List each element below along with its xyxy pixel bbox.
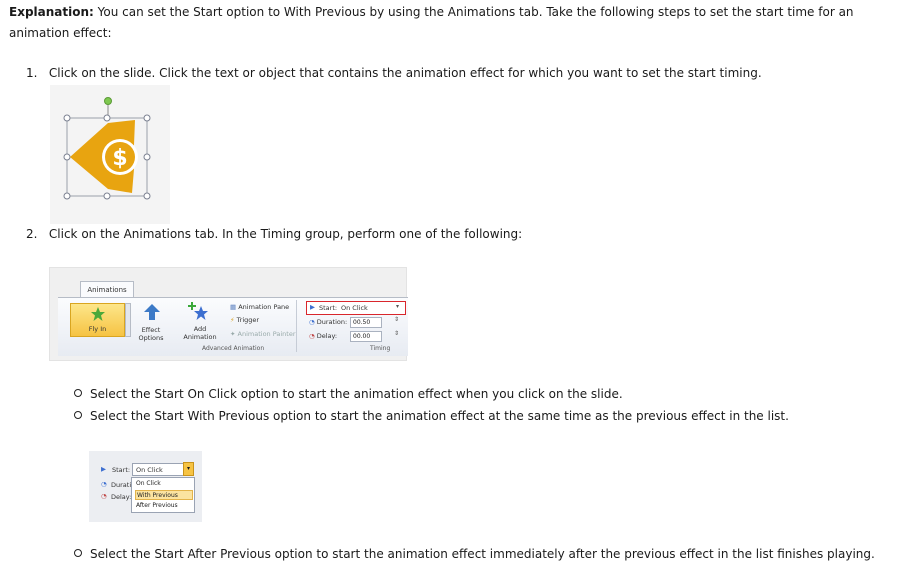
start-dropdown-image (89, 451, 202, 522)
svg-text:$: $ (112, 146, 128, 171)
delay-input[interactable]: 00.00 (350, 331, 382, 342)
timing-group-label: Timing (370, 345, 391, 352)
ribbon-body (58, 297, 408, 356)
arrow-up-icon (143, 303, 161, 321)
trigger-label: Trigger (236, 316, 260, 324)
delay-row (309, 332, 337, 340)
explanation-label: Explanation: (9, 5, 94, 19)
start-dropdown[interactable] (306, 301, 406, 315)
start-label: Start: (112, 466, 131, 474)
bullet-item (74, 409, 789, 423)
duration-label: Duration: (316, 318, 348, 326)
step-2-number: 2. (26, 227, 38, 241)
add-star-icon (188, 301, 210, 323)
delay-clock-icon: ◔ (101, 492, 107, 500)
gallery-scroll[interactable] (125, 303, 131, 337)
step-1-text: Click on the slide. Click the text or object that contains the animation effect for which you want to set the start timing. (48, 66, 762, 80)
explanation-text: You can set the Start option to With Previous by using the Animations tab. Take the following steps to set the start time for an animation effect: (9, 5, 854, 40)
bullet-item (74, 387, 623, 401)
delay-label: Delay: (316, 332, 338, 340)
animation-pane-icon: ▦ (230, 303, 237, 311)
start-label: Start: (319, 304, 338, 312)
animation-painter-label: Animation Painter (237, 330, 296, 338)
duration-row (309, 318, 347, 326)
option-on-click[interactable]: On Click (136, 480, 161, 487)
advanced-animation-group-label: Advanced Animation (202, 345, 265, 352)
effect-options-line1: Effect (141, 326, 161, 334)
bullet-marker (74, 411, 82, 419)
start-value: On Click (136, 466, 163, 474)
effect-options-button[interactable] (134, 326, 168, 342)
step-1-number: 1. (26, 66, 38, 80)
bullet-text: Select the Start On Click option to start the animation effect when you click on the slide. (90, 387, 623, 401)
tab-animations[interactable]: Animations (80, 281, 134, 297)
bullet-marker (74, 389, 82, 397)
fly-in-label: Fly In (88, 325, 107, 333)
clock-icon: ◔ (101, 480, 107, 488)
explanation-paragraph (9, 2, 909, 44)
bullet-text: Select the Start After Previous option to start the animation effect immediately after the previous effect in the list finishes playing. (90, 547, 875, 561)
animations-ribbon-image (49, 267, 407, 361)
start-value: On Click (341, 304, 368, 312)
bullet-text: Select the Start With Previous option to start the animation effect at the same time as the previous effect in the list. (90, 409, 789, 423)
delay-spinner[interactable]: ⇕ (394, 330, 400, 337)
step-2-text: Click on the Animations tab. In the Timing group, perform one of the following: (48, 227, 523, 241)
animation-painter-button[interactable] (230, 330, 296, 338)
animation-pane-button[interactable] (230, 303, 289, 311)
group-divider (296, 300, 297, 352)
star-icon (90, 306, 106, 322)
step-2 (26, 227, 522, 241)
delay-label: Delay: (111, 493, 132, 501)
bullet-item (74, 547, 875, 561)
duration-spinner[interactable]: ⇕ (394, 316, 400, 323)
clock-icon: ◔ (309, 318, 315, 326)
duration-input[interactable]: 00.50 (350, 317, 382, 328)
effect-options-line2: Options (138, 334, 164, 342)
add-animation-button[interactable] (180, 325, 220, 341)
bullet-marker (74, 549, 82, 557)
fly-in-button[interactable] (70, 303, 125, 337)
chevron-down-icon: ▾ (396, 303, 400, 310)
delay-clock-icon: ◔ (309, 332, 315, 340)
trigger-button[interactable] (230, 316, 259, 324)
trigger-icon: ⚡ (230, 316, 235, 324)
option-after-previous[interactable]: After Previous (136, 502, 178, 509)
add-animation-line2: Animation (183, 333, 217, 341)
play-triangle-icon: ▶ (101, 465, 106, 473)
chevron-down-icon[interactable]: ▾ (183, 462, 194, 476)
duration-label: Durati (111, 481, 132, 489)
play-triangle-icon: ▶ (310, 303, 315, 311)
slide-object-image (50, 85, 170, 224)
animation-pane-label: Animation Pane (238, 303, 290, 311)
step-1 (26, 66, 762, 80)
painter-icon: ✦ (230, 330, 236, 338)
add-animation-line1: Add (193, 325, 207, 333)
start-options-list (131, 477, 195, 513)
option-with-previous[interactable]: With Previous (135, 490, 193, 500)
dollar-coin-icon (50, 85, 170, 224)
